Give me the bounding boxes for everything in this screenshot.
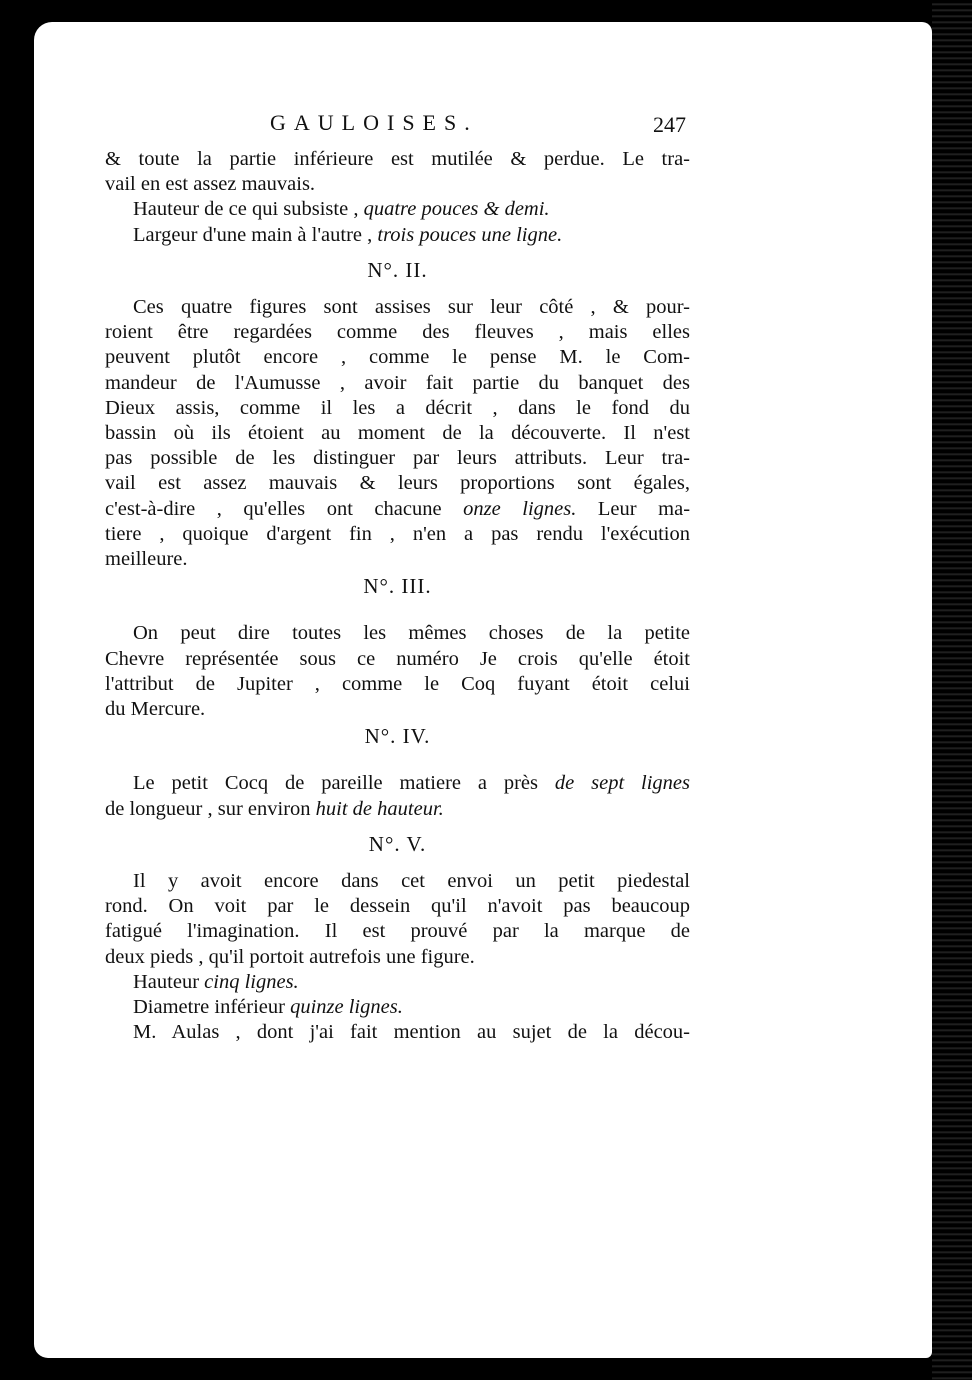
- text-line: M. Aulas , dont j'ai fait mention au sujet de la décou-: [133, 1021, 690, 1044]
- italic-measure: cinq lignes.: [204, 970, 299, 993]
- text-line: roient être regardées comme des fleuves , mais elles: [105, 321, 690, 344]
- section-heading: N°. II.: [367, 257, 428, 282]
- text-line: Chevre représentée sous ce numéro Je crois qu'elle étoit: [105, 647, 690, 670]
- text-fragment: c'est-à-dire , qu'elles ont chacune: [105, 497, 442, 520]
- running-head: GAULOISES.: [270, 110, 478, 135]
- text-line: tiere , quoique d'argent fin , n'en a pas rendu l'exécution: [105, 522, 690, 545]
- text-line: On peut dire toutes les mêmes choses de la petite: [133, 622, 690, 645]
- text-fragment: de longueur , sur environ: [105, 797, 311, 820]
- text-line: [105, 995, 690, 1020]
- text-line: du Mercure.: [105, 698, 206, 721]
- text-line: fatigué l'imagination. Il est prouvé par la marque de: [105, 920, 690, 943]
- text-fragment: Leur ma-: [597, 497, 691, 520]
- page-header: [105, 110, 690, 140]
- text-line: Ces quatre figures sont assises sur leur côté , & pour-: [133, 296, 690, 319]
- page-edge: [932, 0, 972, 1380]
- text-line: [105, 797, 690, 822]
- text-line: deux pieds , qu'il portoit autrefois une figure.: [105, 945, 475, 968]
- text-line: peuvent plutôt encore , comme le pense M. le Com-: [105, 346, 690, 369]
- text-fragment: Diametre inférieur: [133, 996, 285, 1019]
- largeur-value: trois pouces une ligne.: [377, 223, 563, 246]
- italic-measure: huit de hauteur.: [315, 797, 444, 820]
- hauteur-value: quatre pouces & demi.: [363, 198, 550, 221]
- text-line: [105, 497, 690, 522]
- text-line: [105, 970, 690, 995]
- text-line: Dieux assis, comme il les a décrit , dans le fond du: [105, 396, 690, 419]
- text-line: l'attribut de Jupiter , comme le Coq fuyant étoit celui: [105, 672, 690, 695]
- largeur-label: Largeur d'une main à l'autre ,: [133, 223, 373, 246]
- text-line: pas possible de les distinguer par leurs attributs. Leur tra-: [105, 447, 690, 470]
- largeur-line: [105, 223, 690, 248]
- italic-measure: quinze lignes.: [290, 996, 403, 1019]
- hauteur-label: Hauteur de ce qui subsiste ,: [133, 198, 359, 221]
- body-text: [105, 147, 690, 1046]
- text-line: mandeur de l'Aumusse , avoir fait partie du banquet des: [105, 371, 690, 394]
- text-line: vail est assez mauvais & leurs proportions sont égales,: [105, 472, 690, 495]
- text-line: & toute la partie inférieure est mutilée & perdue. Le tra-: [105, 148, 690, 170]
- section-heading: N°. V.: [368, 831, 427, 856]
- text-line: vail en est assez mauvais.: [105, 173, 316, 196]
- section-heading: N°. IV.: [364, 724, 431, 749]
- hauteur-line: [105, 197, 690, 222]
- section-heading: N°. III.: [363, 574, 432, 599]
- page-number: 247: [653, 112, 686, 137]
- text-line: rond. On voit par le dessein qu'il n'avoit pas beaucoup: [105, 895, 690, 918]
- text-line: Il y avoit encore dans cet envoi un petit piedestal: [133, 870, 690, 893]
- text-line: [105, 771, 690, 796]
- italic-measure: de sept lignes: [554, 772, 691, 795]
- text-line: bassin où ils étoient au moment de la découverte. Il n'est: [105, 422, 690, 445]
- text-line: meilleure.: [105, 548, 188, 571]
- italic-measure: onze lignes.: [463, 497, 577, 520]
- text-fragment: Le petit Cocq de pareille matiere a près: [133, 772, 539, 795]
- text-fragment: Hauteur: [133, 970, 200, 993]
